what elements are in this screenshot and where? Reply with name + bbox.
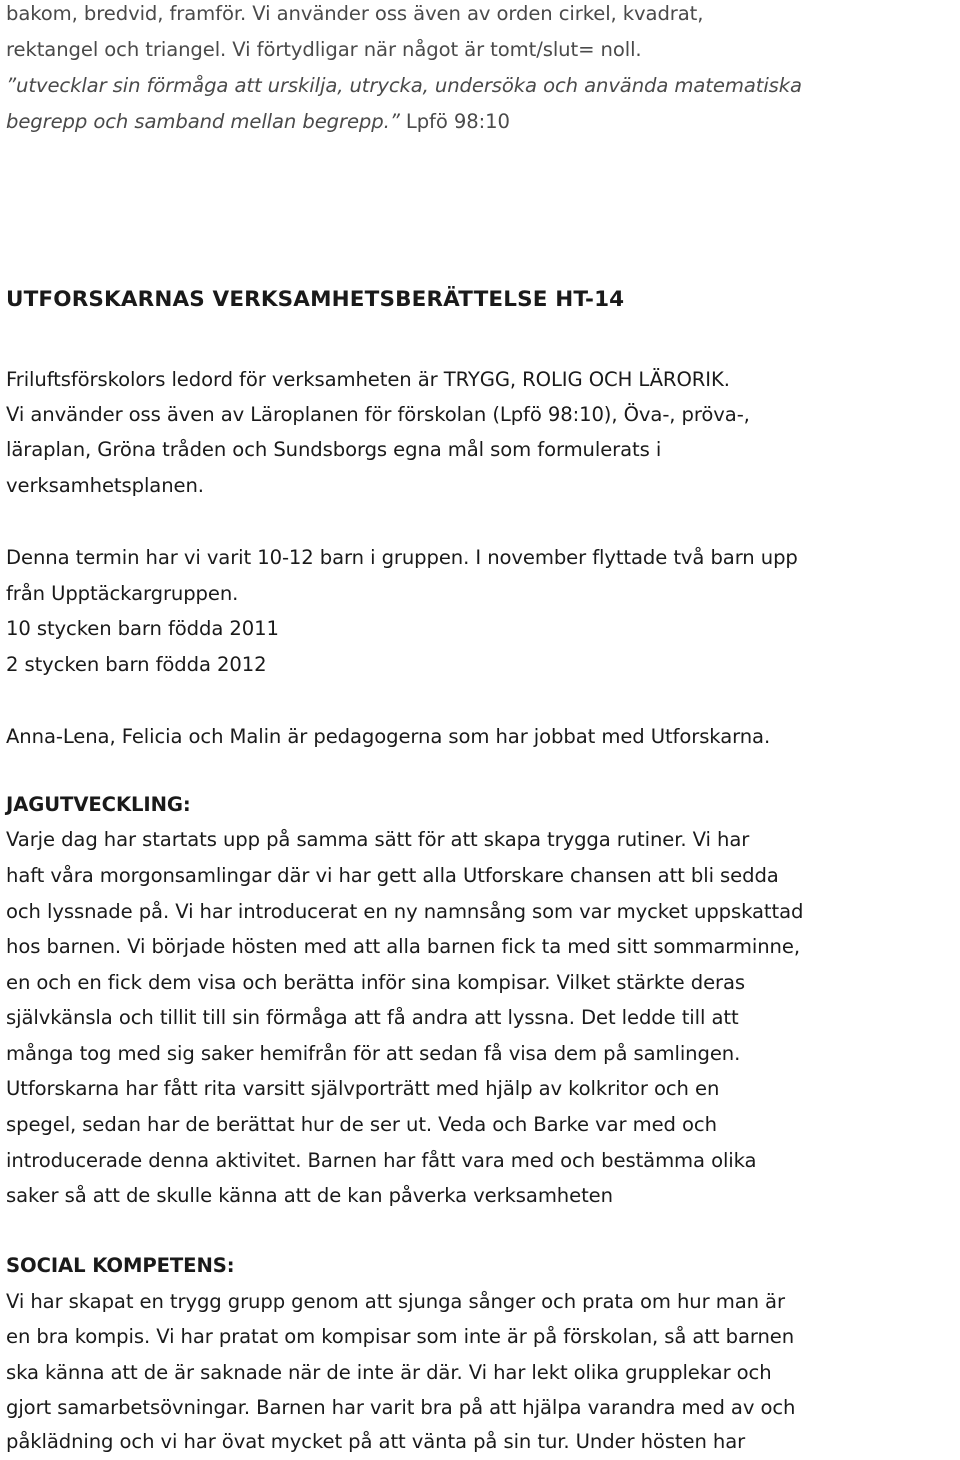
paragraph-line: självkänsla och tillit till sin förmåga att få andra att lyssna. Det ledde till att (6, 1006, 739, 1029)
paragraph-line: ska känna att de är saknade när de inte är där. Vi har lekt olika grupplekar och (6, 1361, 772, 1384)
section-heading-jagutveckling: JAGUTVECKLING: (6, 793, 191, 816)
report-line: Denna termin har vi varit 10-12 barn i gruppen. I november flyttade två barn upp (6, 546, 798, 569)
quote-reference: Lpfö 98:10 (399, 110, 510, 133)
paragraph-line: en bra kompis. Vi har pratat om kompisar som inte är på förskolan, så att barnen (6, 1325, 795, 1348)
paragraph-line: saker så att de skulle känna att de kan påverka verksamheten (6, 1184, 613, 1207)
report-line: Vi använder oss även av Läroplanen för förskolan (Lpfö 98:10), Öva-, pröva-, (6, 403, 750, 426)
paragraph-line: gjort samarbetsövningar. Barnen har varit bra på att hjälpa varandra med av och (6, 1396, 796, 1419)
paragraph-line: en och en fick dem visa och berätta inför sina kompisar. Vilket stärkte deras (6, 971, 746, 994)
paragraph-line: många tog med sig saker hemifrån för att sedan få visa dem på samlingen. (6, 1042, 741, 1065)
paragraph-line: påklädning och vi har övat mycket på att vänta på sin tur. Under hösten har (6, 1430, 746, 1453)
report-title: UTFORSKARNAS VERKSAMHETSBERÄTTELSE HT-14 (6, 287, 625, 312)
intro-line: bakom, bredvid, framför. Vi använder oss även av orden cirkel, kvadrat, (6, 2, 704, 25)
report-line: 10 stycken barn födda 2011 (6, 617, 279, 640)
report-line: Anna-Lena, Felicia och Malin är pedagogerna som har jobbat med Utforskarna. (6, 725, 771, 748)
report-line: verksamhetsplanen. (6, 474, 204, 497)
report-line: från Upptäckargruppen. (6, 582, 239, 605)
report-line: läraplan, Gröna tråden och Sundsborgs egna mål som formulerats i (6, 438, 662, 461)
report-line: 2 stycken barn födda 2012 (6, 653, 267, 676)
section-heading-social-kompetens: SOCIAL KOMPETENS: (6, 1254, 235, 1277)
paragraph-line: haft våra morgonsamlingar där vi har gett alla Utforskare chansen att bli sedda (6, 864, 779, 887)
quote-line (6, 104, 956, 140)
quote-text: begrepp och samband mellan begrepp.” (6, 110, 400, 133)
paragraph-line: och lyssnade på. Vi har introducerat en ny namnsång som var mycket uppskattad (6, 900, 804, 923)
report-line: Friluftsförskolors ledord för verksamheten är TRYGG, ROLIG OCH LÄRORIK. (6, 368, 730, 391)
paragraph-line: spegel, sedan har de berättat hur de ser ut. Veda och Barke var med och (6, 1113, 717, 1136)
paragraph-line: introducerade denna aktivitet. Barnen har fått vara med och bestämma olika (6, 1149, 757, 1172)
paragraph-line: Varje dag har startats upp på samma sätt för att skapa trygga rutiner. Vi har (6, 828, 750, 851)
intro-line: rektangel och triangel. Vi förtydligar när något är tomt/slut= noll. (6, 38, 642, 61)
paragraph-line: hos barnen. Vi började hösten med att alla barnen fick ta med sitt sommarminne, (6, 935, 800, 958)
paragraph-line: Vi har skapat en trygg grupp genom att sjunga sånger och prata om hur man är (6, 1290, 785, 1313)
paragraph-line: Utforskarna har fått rita varsitt självporträtt med hjälp av kolkritor och en (6, 1077, 720, 1100)
quote-line: ”utvecklar sin förmåga att urskilja, utrycka, undersöka och använda matematiska (6, 74, 802, 97)
